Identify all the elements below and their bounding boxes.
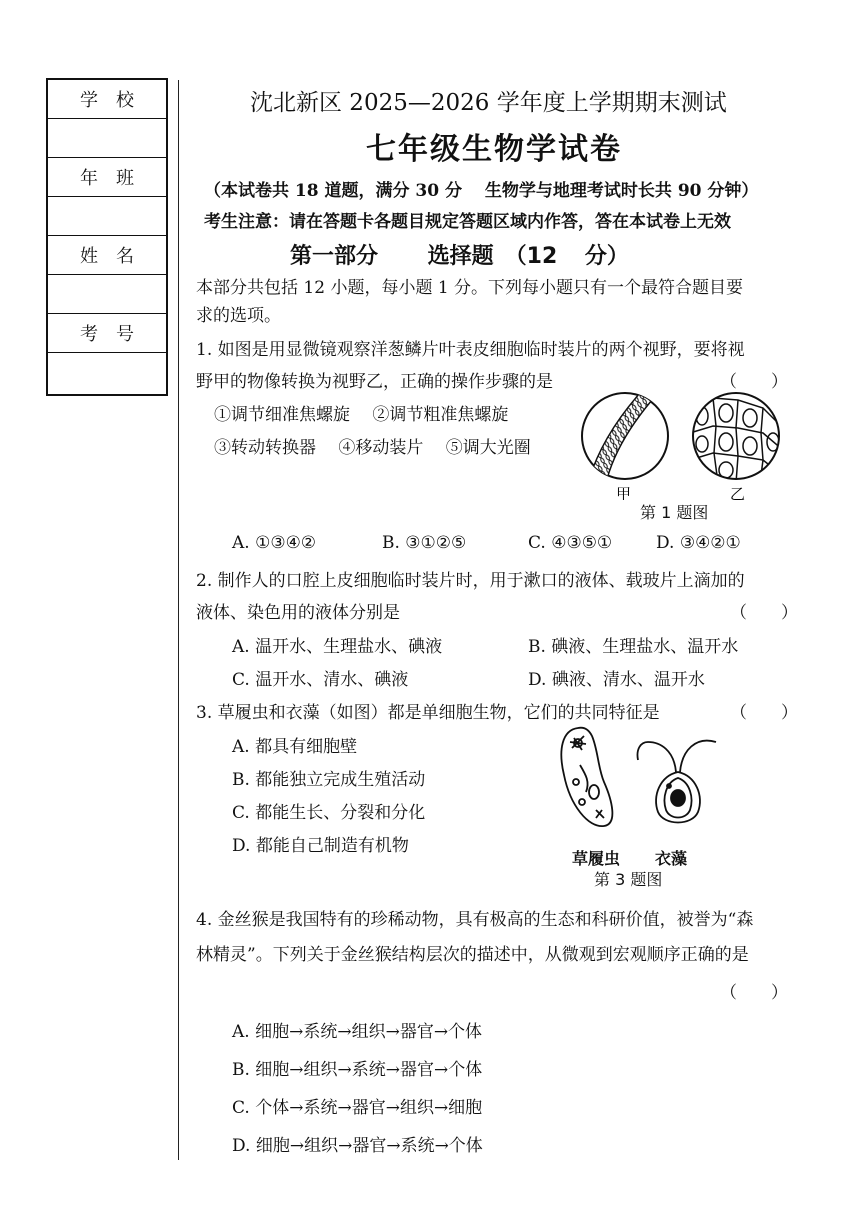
- name-label: 姓名: [48, 236, 166, 275]
- section-intro-2: 求的选项。: [196, 306, 281, 326]
- class-field[interactable]: [48, 197, 166, 236]
- q3-option-d[interactable]: D. 都能自己制造有机物: [232, 836, 409, 856]
- q2-stem-2: 液体、染色用的液体分别是: [196, 603, 400, 623]
- q1-stem-2: 野甲的物像转换为视野乙，正确的操作步骤的是: [196, 372, 553, 392]
- school-field[interactable]: [48, 119, 166, 158]
- binding-line: [178, 80, 179, 1160]
- q2-option-c[interactable]: C. 温开水、清水、碘液: [232, 670, 409, 690]
- q4-stem-2: 林精灵”。下列关于金丝猴结构层次的描述中，从微观到宏观顺序正确的是: [196, 945, 749, 965]
- chlamydomonas-drawing: [637, 741, 716, 823]
- student-info-box: [46, 78, 168, 396]
- q4-stem: 4. 金丝猴是我国特有的珍稀动物，具有极高的生态和科研价值，被誉为“森: [196, 910, 754, 930]
- q4-option-c[interactable]: C. 个体→系统→器官→组织→细胞: [232, 1098, 483, 1118]
- chlamydomonas-label: 衣藻: [655, 849, 688, 868]
- exam-no-field[interactable]: [48, 353, 166, 392]
- q3-organism-figure: [548, 720, 728, 842]
- q2-option-d[interactable]: D. 碘液、清水、温开水: [528, 670, 705, 690]
- q2-stem: 2. 制作人的口腔上皮细胞临时装片时，用于漱口的液体、载玻片上滴加的: [196, 571, 745, 591]
- q3-option-c[interactable]: C. 都能生长、分裂和分化: [232, 803, 426, 823]
- view-b: [688, 393, 783, 483]
- q3-answer-paren[interactable]: （ ）: [730, 703, 798, 723]
- q2-answer-paren[interactable]: （ ）: [730, 603, 798, 623]
- q2-option-b[interactable]: B. 碘液、生理盐水、温开水: [528, 637, 739, 657]
- attention-note: 考生注意：请在答题卡各题目规定答题区域内作答，答在本试卷上无效: [204, 212, 731, 232]
- q4-option-b[interactable]: B. 细胞→组织→系统→器官→个体: [232, 1060, 483, 1080]
- paramecium-drawing: [561, 728, 612, 826]
- q4-option-a[interactable]: A. 细胞→系统→组织→器官→个体: [232, 1022, 483, 1042]
- q4-answer-paren[interactable]: （ ）: [720, 983, 788, 1003]
- q1-answer-paren[interactable]: （ ）: [720, 372, 788, 392]
- school-label: 学校: [48, 80, 166, 119]
- section-intro: 本部分共包括 12 小题，每小题 1 分。下列每小题只有一个最符合题目要: [196, 278, 744, 298]
- paramecium-label: 草履虫: [572, 849, 621, 868]
- exam-note: （本试卷共 18 道题，满分 30 分 生物学与地理考试时长共 90 分钟）: [204, 181, 759, 201]
- exam-subtitle: 七年级生物学试卷: [366, 132, 622, 167]
- q3-figure-caption: 第 3 题图: [594, 870, 663, 889]
- q1-steps: ①调节细准焦螺旋 ②调节粗准焦螺旋: [214, 405, 509, 425]
- section-title: 第一部分 选择题 （12 分）: [290, 244, 629, 269]
- q1-steps-2: ③转动转换器 ④移动装片 ⑤调大光圈: [214, 438, 531, 458]
- q1-option-a[interactable]: A. ①③④②: [232, 533, 317, 553]
- q1-stem: 1. 如图是用显微镜观察洋葱鳞片叶表皮细胞临时装片的两个视野，要将视: [196, 340, 745, 360]
- q1-option-c[interactable]: C. ④③⑤①: [528, 533, 613, 553]
- q1-option-b[interactable]: B. ③①②⑤: [382, 533, 467, 553]
- q1-option-d[interactable]: D. ③④②①: [656, 533, 741, 553]
- q3-option-b[interactable]: B. 都能独立完成生殖活动: [232, 770, 426, 790]
- class-label: 年班: [48, 158, 166, 197]
- view-a-label: 甲: [616, 485, 632, 500]
- exam-title: 沈北新区 2025—2026 学年度上学期期末测试: [250, 90, 727, 116]
- q2-option-a[interactable]: A. 温开水、生理盐水、碘液: [232, 637, 443, 657]
- q1-microscope-figure: [578, 388, 793, 500]
- q3-option-a[interactable]: A. 都具有细胞壁: [232, 737, 358, 757]
- q4-option-d[interactable]: D. 细胞→组织→器官→系统→个体: [232, 1136, 483, 1156]
- q1-figure-caption: 第 1 题图: [640, 503, 709, 522]
- view-a: [582, 393, 668, 483]
- view-b-label: 乙: [730, 485, 746, 500]
- q3-stem: 3. 草履虫和衣藻（如图）都是单细胞生物，它们的共同特征是: [196, 703, 660, 723]
- exam-no-label: 考号: [48, 314, 166, 353]
- name-field[interactable]: [48, 275, 166, 314]
